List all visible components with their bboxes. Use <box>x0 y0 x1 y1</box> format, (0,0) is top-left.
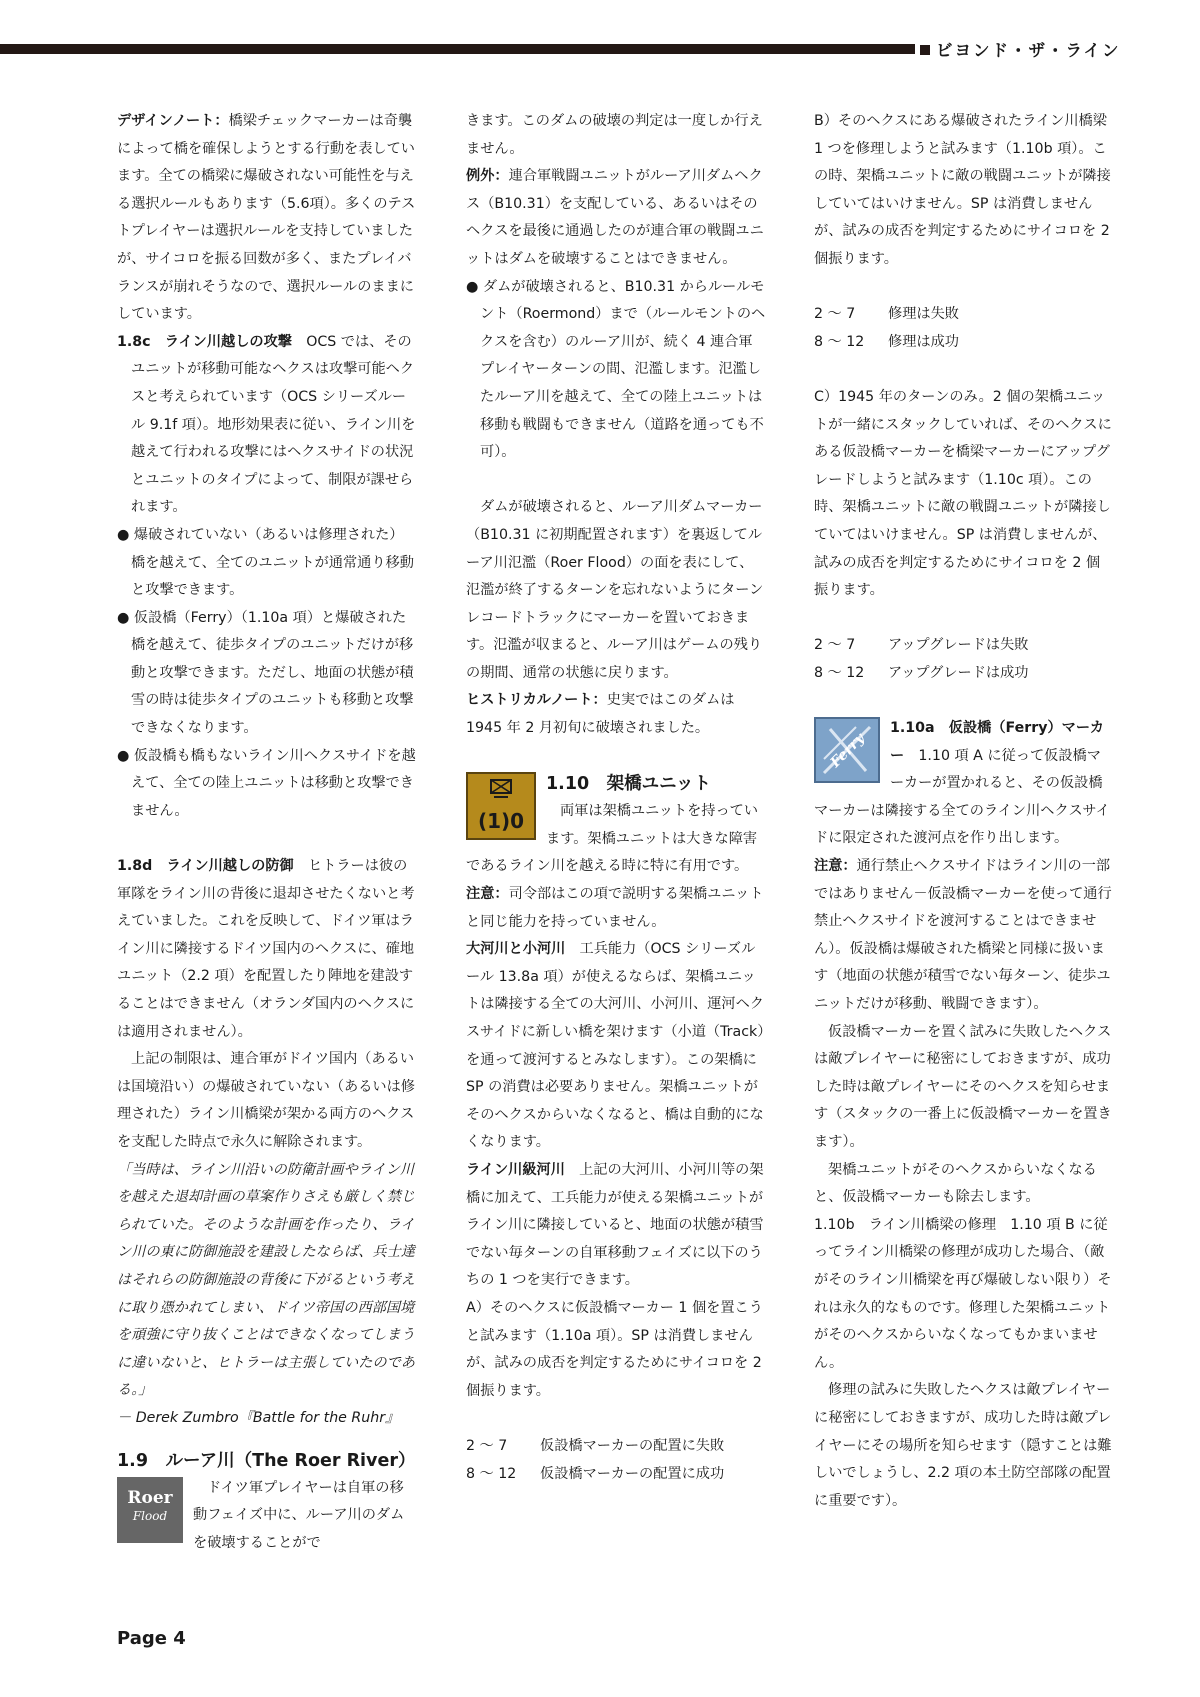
dice-result: 仮設橋マーカーの配置に成功 <box>540 1465 725 1482</box>
header-square-mark <box>920 45 930 55</box>
column-1 <box>117 108 417 1557</box>
bullet-item: ● 爆破されていない（あるいは修理された）橋を越えて、全てのユニットが通常通り移動と攻撃できます。 <box>117 526 414 599</box>
section-1-8d-text: ヒトラーは彼の軍隊をライン川の背後に退却させたくないと考えていました。これを反映して、ドイツ軍はライン川に隣接するドイツ国内のヘクスに、確地ユニット（2.2 項）を配置したり陣地を建設することはできません（オランダ国内のヘクスには適用されません）。 <box>117 858 415 1040</box>
dice-range: 2 ～ 7 <box>814 637 856 654</box>
historical-note-lead: ヒストリカルノート： <box>466 692 607 709</box>
note-text: 司令部はこの項で説明する架橋ユニットと同じ能力を持っていません。 <box>466 886 764 930</box>
design-note <box>117 108 417 329</box>
rivers-heading: 大河川と小河川 <box>466 941 566 958</box>
section-1-9-text: ドイツ軍プレイヤーは自軍の移動フェイズ中に、ルーア川のダムを破壊することがで <box>193 1479 405 1551</box>
bullet-item: ● ダムが破壊されると、B10.31 からルールモント（Roermond）まで（ルールモントのヘクスを含む）のルーア川が、続く 4 連合軍プレイヤーターンの間、氾濫します。氾濫したルーア川を越えて、全ての陸上ユニットは移動も戦闘もできません（道路を通っても不可）。 <box>466 278 766 461</box>
note-text: 通行禁止ヘクスサイドはライン川の一部ではありません－仮設橋マーカーを使って通行禁止ヘクスサイドを渡河することはできません）。仮設橋は爆破された橋梁と同様に扱います（地面の状態が積雪でない毎ターン、徒歩ユニットだけが移動、戦闘できます）。 <box>814 858 1112 1012</box>
section-1-9-heading: 1.9 ルーア川（The Roer River） <box>117 1450 416 1471</box>
running-header-title: ビヨンド・ザ・ライン <box>936 41 1121 60</box>
column-3 <box>814 108 1114 1515</box>
exception-text: 連合軍戦闘ユニットがルーア川ダムヘクス（B10.31）を支配している、あるいはそのヘクスを最後に通過したのが連合軍の戦闘ユニットはダムを破壊することはできません。 <box>466 168 764 267</box>
quote-source: － Derek Zumbro『Battle for the Ruhr』 <box>117 1409 400 1426</box>
roer-counter-label: Roer <box>127 1487 173 1508</box>
page-number: Page 4 <box>117 1628 186 1649</box>
dice-result: アップグレードは成功 <box>888 664 1029 681</box>
header-rule <box>0 44 915 54</box>
flood-counter-label: Flood <box>132 1508 168 1523</box>
dice-result: 修理は失敗 <box>888 306 959 323</box>
section-1-10-text: 両軍は架橋ユニットを持っています。架橋ユニットは大きな障害であるライン川を越える時に特に有用です。 <box>466 803 759 875</box>
ferry-remove-paragraph: 架橋ユニットがそのヘクスからいなくなると、仮設橋マーカーも除去します。 <box>814 1161 1097 1206</box>
design-note-text: 橋梁チェックマーカーは奇襲によって橋を確保しようとする行動を表しています。全ての橋梁に爆破されない可能性を与える選択ルールもあります（5.6項）。多くのテストプレイヤーは選択ルールを支持していましたが、サイコロを振る回数が多く、またプレイバランスが崩れそうなので、選択ルールのままにしています。 <box>117 113 416 323</box>
historical-note-text: 史実ではこのダムは 1945 年 2 月初旬に破壊されました。 <box>466 692 735 737</box>
roer-flood-counter-image <box>117 1477 183 1543</box>
section-1-8d-heading: 1.8d ライン川越しの防御 <box>117 858 294 875</box>
option-a-paragraph: A）そのヘクスに仮設橋マーカー 1 個を置こうと試みます（1.10a 項）。SP は消費しませんが、試みの成否を判定するためにサイコロを 2 個振ります。 <box>466 1299 763 1399</box>
dice-range: 2 ～ 7 <box>466 1437 508 1454</box>
dam-destroyed-paragraph: ダムが破壊されると、ルーア川ダムマーカー（B10.31 に初期配置されます）を裏返してルーア川氾濫（Roer Flood）の面を表にして、氾濫が終了するターンを忘れないようにターンレコードトラックにマーカーを置いておきます。氾濫が収まると、ルーア川はゲームの残りの期間、通常の状態に戻ります。 <box>466 499 764 681</box>
dice-result: 修理は成功 <box>888 333 959 350</box>
ferry-counter-label: Ferry <box>827 730 868 771</box>
restriction-paragraph: 上記の制限は、連合軍がドイツ国内（あるいは国境沿い）の爆破されていない（あるいは修理された）ライン川橋梁が架かる両方のヘクスを支配した時点で永久に解除されます。 <box>117 1051 415 1150</box>
dice-result: アップグレードは失敗 <box>888 637 1029 654</box>
rhine-class-heading: ライン川級河川 <box>466 1161 565 1178</box>
dice-result: 仮設橋マーカーの配置に失敗 <box>540 1437 725 1454</box>
dice-range: 2 ～ 7 <box>814 306 856 323</box>
rivers-text: 工兵能力（OCS シリーズルール 13.8a 項）が使えるならば、架橋ユニットは隣接する全ての大河川、小河川、運河ヘクスサイドに新しい橋を架けます（小道（Track）を通って渡河するとみなします）。この架橋に SP の消費は必要ありません。架橋ユニットがそのヘクスからいなくなると、橋は自動的になくなります。 <box>466 941 765 1151</box>
historical-note <box>466 687 766 742</box>
rivers-paragraph <box>466 936 766 1157</box>
dice-table-row <box>814 660 1114 688</box>
design-note-lead: デザインノート： <box>117 113 229 129</box>
dice-table-row <box>814 329 1114 357</box>
column-2 <box>466 108 766 1488</box>
dice-range: 8 ～ 12 <box>466 1465 517 1482</box>
ferry-crossed-icon <box>816 719 878 781</box>
dice-table-row <box>466 1461 766 1489</box>
ferry-fail-paragraph: 仮設橋マーカーを置く試みに失敗したヘクスは敵プレイヤーに秘密にしておきますが、成功した時は敵プレイヤーにそのヘクスを知らせます（スタックの一番上に仮設橋マーカーを置きます）。 <box>814 1023 1112 1150</box>
repair-fail-paragraph: 修理の試みに失敗したヘクスは敵プレイヤーに秘密にしておきますが、成功した時は敵プレイヤーにその場所を知らせます（隠すことは難しいでしょうし、2.2 項の本土防空部隊の配置に重要です）。 <box>814 1382 1112 1509</box>
section-1-8c <box>117 329 417 522</box>
dice-range: 8 ～ 12 <box>814 664 865 681</box>
section-1-8c-heading: 1.8c ライン川越しの攻撃 <box>117 333 292 350</box>
hitler-quote: 「当時は、ライン川沿いの防衛計画やライン川を越えた退却計画の草案作りさえも厳しく禁じられていた。そのような計画を作ったり、ライン川の東に防御施設を建設したならば、兵士達はそれらの防御施設の背後に下がるという考えに取り憑かれてしまい、ドイツ帝国の西部国境を頑強に守り抜くことはできなくなってしまうに違いないと、ヒトラーは主張していたのである。」 <box>117 1161 415 1399</box>
dice-table-row <box>466 1433 766 1461</box>
note-lead: 注意： <box>814 858 857 875</box>
bullet-item: ● 仮設橋も橋もないライン川ヘクスサイドを越えて、全ての陸上ユニットは移動と攻撃できません。 <box>117 747 416 819</box>
dice-range: 8 ～ 12 <box>814 333 865 350</box>
bridge-counter-value: (1)0 <box>477 809 525 834</box>
dice-table-row <box>814 632 1114 660</box>
section-1-10-heading: 1.10 架橋ユニット <box>546 774 711 795</box>
option-b-paragraph: B）そのヘクスにある爆破されたライン川橋梁 1 つを修理しようと試みます（1.10b 項）。この時、架橋ユニットに敵の戦闘ユニットが隣接していてはいけません。SP は消費しませんが、試みの成否を判定するためにサイコロを 2 個振ります。 <box>814 113 1111 267</box>
ferry-marker-image <box>814 717 880 783</box>
section-1-8d <box>117 853 417 1046</box>
bullet-item: ● 仮設橋（Ferry）（1.10a 項）と爆破された橋を越えて、徒歩タイプのユニットだけが移動と攻撃できます。ただし、地面の状態が積雪の時は徒歩タイプのユニットも移動と攻撃できなくなります。 <box>117 609 414 737</box>
section-1-10a-heading: 1.10a 仮設橋（Ferry）マーカー <box>890 720 1104 764</box>
section-1-10a-text: 1.10 項 A に従って仮設橋マーカーが置かれると、その仮設橋マーカーは隣接する全てのライン川ヘクスサイドに限定された渡河点を作り出します。 <box>814 747 1110 847</box>
exception-paragraph <box>466 163 766 273</box>
exception-lead: 例外： <box>466 168 509 185</box>
note-paragraph <box>814 853 1114 1019</box>
section-1-8c-text: OCS では、そのユニットが移動可能なヘクスは攻撃可能ヘクスと考えられています（OCS シリーズルール 9.1f 項）。地形効果表に従い、ライン川を越えて行われる攻撃にはヘクスサイドの状況とユニットのタイプによって、制限が課せられます。 <box>131 333 416 516</box>
dam-paragraph: きます。このダムの破壊の判定は一度しか行えません。 <box>466 113 763 157</box>
rhine-class-paragraph <box>466 1157 766 1295</box>
note-lead: 注意： <box>466 886 509 903</box>
option-c-paragraph: C）1945 年のターンのみ。2 個の架橋ユニットが一緒にスタックしていれば、そのヘクスにある仮設橋マーカーを橋梁マーカーにアップグレードしようと試みます（1.10c 項）。この時、架橋ユニットに敵の戦闘ユニットが隣接していてはいけません。SP は消費しませんが、試みの成否を判定するためにサイコロを 2 個振ります。 <box>814 388 1112 599</box>
bridge-unit-counter-image <box>466 772 536 840</box>
dice-table-row <box>814 301 1114 329</box>
engineer-symbol-icon <box>468 774 534 838</box>
note-paragraph <box>466 881 766 936</box>
rhine-class-text: 上記の大河川、小河川等の架橋に加えて、工兵能力が使える架橋ユニットがライン川に隣接していると、地面の状態が積雪でない毎ターンの自軍移動フェイズに以下のうちの 1 つを実行できます。 <box>466 1161 764 1289</box>
section-1-10b: 1.10b ライン川橋梁の修理 1.10 項 B に従ってライン川橋梁の修理が成功した場合、（敵がそのライン川橋梁を再び爆破しない限り）それは永久的なものです。修理した架橋ユニットがそのヘクスからいなくなってもかまいません。 <box>814 1216 1112 1371</box>
